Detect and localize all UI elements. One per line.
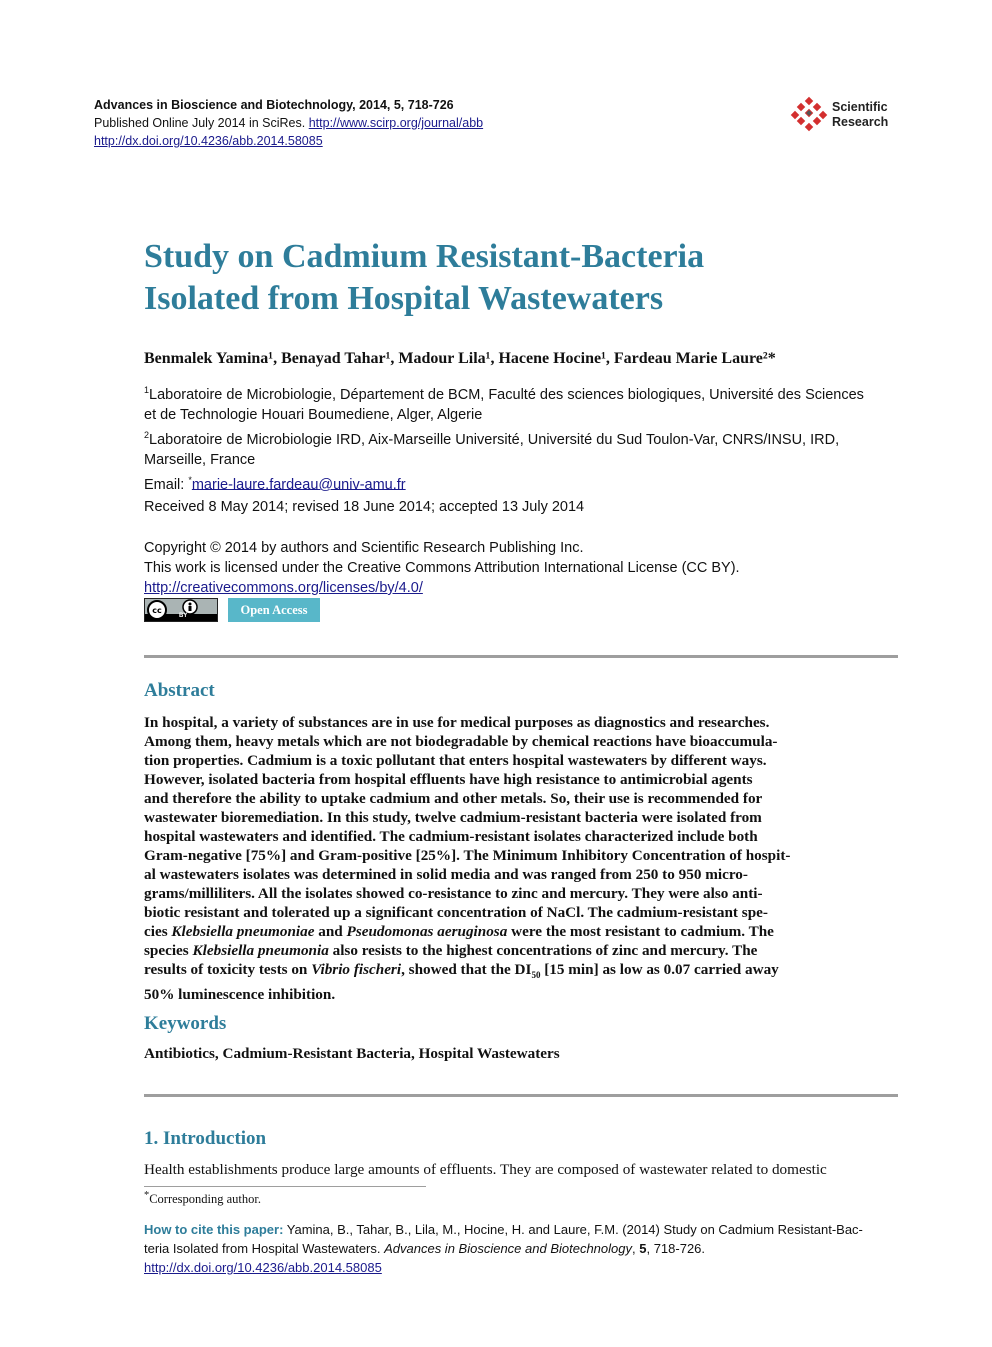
abstract-line: biotic resistant and tolerated up a significant concentration of NaCl. The cadmium-resistant spe- <box>144 904 768 921</box>
copyright-line1: Copyright © 2014 by authors and Scientific Research Publishing Inc. <box>144 540 584 556</box>
abstract-line: In hospital, a variety of substances are in use for medical purposes as diagnostics and researches. <box>144 714 770 731</box>
species-name: Klebsiella pneumoniae <box>171 923 315 940</box>
cc-by-badge[interactable] <box>144 598 218 622</box>
affiliations <box>144 380 904 494</box>
section-divider <box>144 1094 898 1097</box>
abstract-span: also resists to the highest concentrations of zinc and mercury. The <box>328 942 758 959</box>
affil-2-line2: Marseille, France <box>144 451 256 468</box>
cc-by-label: BY <box>179 613 188 619</box>
published-prefix: Published Online July 2014 in SciRes. <box>94 116 306 130</box>
title-line2: Isolated from Hospital Wastewaters <box>144 280 664 317</box>
abstract-span: were the most resistant to cadmium. The <box>507 923 774 940</box>
abstract-body <box>144 713 898 1004</box>
abstract-span: cies <box>144 923 172 940</box>
author-list: Benmalek Yamina¹, Benayad Tahar¹, Madour Lila¹, Hacene Hocine¹, Fardeau Marie Laure²* <box>144 350 776 367</box>
license-link[interactable]: http://creativecommons.org/licenses/by/4.0/ <box>144 580 423 596</box>
logo-text <box>832 100 888 130</box>
abstract-line: and therefore the ability to uptake cadmium and other metals. So, their use is recommended for <box>144 790 763 807</box>
footnote <box>144 1190 261 1207</box>
abstract-span: , showed that the DI <box>401 961 532 978</box>
copyright-line2: This work is licensed under the Creative Commons Attribution International License (CC BY). <box>144 560 740 576</box>
scientific-research-logo <box>790 96 910 136</box>
svg-text:cc: cc <box>152 606 162 615</box>
logo-mark-icon <box>790 96 830 136</box>
affil-2-line1: Laboratoire de Microbiologie IRD, Aix-Marseille Université, Université du Sud Toulon-Var, CNRS/INSU, IRD, <box>149 431 840 448</box>
abstract-line: However, isolated bacteria from hospital effluents have high resistance to antimicrobial agents <box>144 771 753 788</box>
published-line <box>94 114 483 132</box>
section-divider <box>144 655 898 658</box>
cite-separator: , <box>632 1241 640 1256</box>
footnote-sup: * <box>144 1190 150 1201</box>
logo-line2: Research <box>832 115 889 129</box>
abstract-span: [15 min] as low as 0.07 carried away <box>540 961 779 978</box>
cite-journal: Advances in Bioscience and Biotechnology <box>384 1241 632 1256</box>
cite-label: How to cite this paper: <box>144 1222 284 1237</box>
email-link[interactable]: marie-laure.fardeau@univ-amu.fr <box>191 476 406 493</box>
title-line1: Study on Cadmium Resistant-Bacteria <box>144 238 705 275</box>
journal-url-link[interactable]: http://www.scirp.org/journal/abb <box>308 116 484 130</box>
abstract-span: results of toxicity tests on <box>144 961 312 978</box>
affil-1-line2: et de Technologie Houari Boumediene, Alger, Algerie <box>144 406 483 423</box>
how-to-cite <box>144 1220 898 1277</box>
affil-1-line1: Laboratoire de Microbiologie, Département de BCM, Faculté des sciences biologiques, Université des Sciences <box>149 386 864 403</box>
cite-line1: Yamina, B., Tahar, B., Lila, M., Hocine, H. and Laure, F.M. (2014) Study on Cadmium Resistant-Bac- <box>283 1222 863 1237</box>
abstract-span: species <box>144 942 193 959</box>
abstract-line: Gram-negative [75%] and Gram-positive [25%]. The Minimum Inhibitory Concentration of hospit- <box>144 847 791 864</box>
open-access-badge: Open Access <box>228 598 320 622</box>
abstract-line: al wastewaters isolates was determined in solid media and was ranged from 250 to 950 micro- <box>144 866 748 883</box>
cite-doi-link[interactable]: http://dx.doi.org/10.4236/abb.2014.58085 <box>144 1260 382 1275</box>
introduction-text: Health establishments produce large amounts of effluents. They are composed of wastewater related to domestic <box>144 1161 827 1178</box>
logo-line1: Scientific <box>832 100 888 114</box>
abstract-line: 50% luminescence inhibition. <box>144 986 336 1004</box>
footnote-text: Corresponding author. <box>149 1192 261 1207</box>
introduction-heading: 1. Introduction <box>144 1128 267 1149</box>
keywords-heading: Keywords <box>144 1013 227 1034</box>
journal-header <box>94 96 483 150</box>
abstract-line: Among them, heavy metals which are not biodegradable by chemical reactions have bioaccumula- <box>144 733 778 750</box>
email-label: Email: <box>144 476 185 493</box>
affil-2-sup: 2 <box>144 429 150 440</box>
abstract-line <box>144 960 898 985</box>
abstract-line: grams/milliliters. All the isolates showed co-resistance to zinc and mercury. They were also anti- <box>144 885 763 902</box>
cite-volume: 5 <box>639 1241 647 1256</box>
abstract-line: hospital wastewaters and identified. The cadmium-resistant isolates characterized include both <box>144 828 758 845</box>
abstract-line: wastewater bioremediation. In this study, twelve cadmium-resistant bacteria were isolated from <box>144 809 762 826</box>
copyright-block <box>144 538 740 598</box>
paper-title <box>144 236 864 320</box>
abstract-span: and <box>314 923 347 940</box>
journal-citation-line: Advances in Bioscience and Biotechnology, 2014, 5, 718-726 <box>94 98 454 112</box>
abstract-line: tion properties. Cadmium is a toxic pollutant that enters hospital wastewaters by different ways. <box>144 752 767 769</box>
abstract-line <box>144 922 898 941</box>
keywords-text: Antibiotics, Cadmium-Resistant Bacteria, Hospital Wastewaters <box>144 1045 560 1062</box>
species-name: Vibrio fischeri <box>311 961 402 978</box>
doi-link[interactable]: http://dx.doi.org/10.4236/abb.2014.58085 <box>94 134 323 148</box>
cite-line2: teria Isolated from Hospital Wastewaters. <box>144 1241 385 1256</box>
abstract-line <box>144 941 898 960</box>
received-dates: Received 8 May 2014; revised 18 June 2014; accepted 13 July 2014 <box>144 499 585 515</box>
email-sup: * <box>188 474 192 485</box>
species-name: Klebsiella pneumonia <box>192 942 329 959</box>
affil-1-sup: 1 <box>144 385 150 395</box>
cite-pages: , 718-726. <box>646 1241 706 1256</box>
footnote-divider <box>144 1186 426 1187</box>
abstract-heading: Abstract <box>144 680 215 701</box>
abstract-subscript: 50 <box>531 970 541 981</box>
species-name: Pseudomonas aeruginosa <box>346 923 508 940</box>
